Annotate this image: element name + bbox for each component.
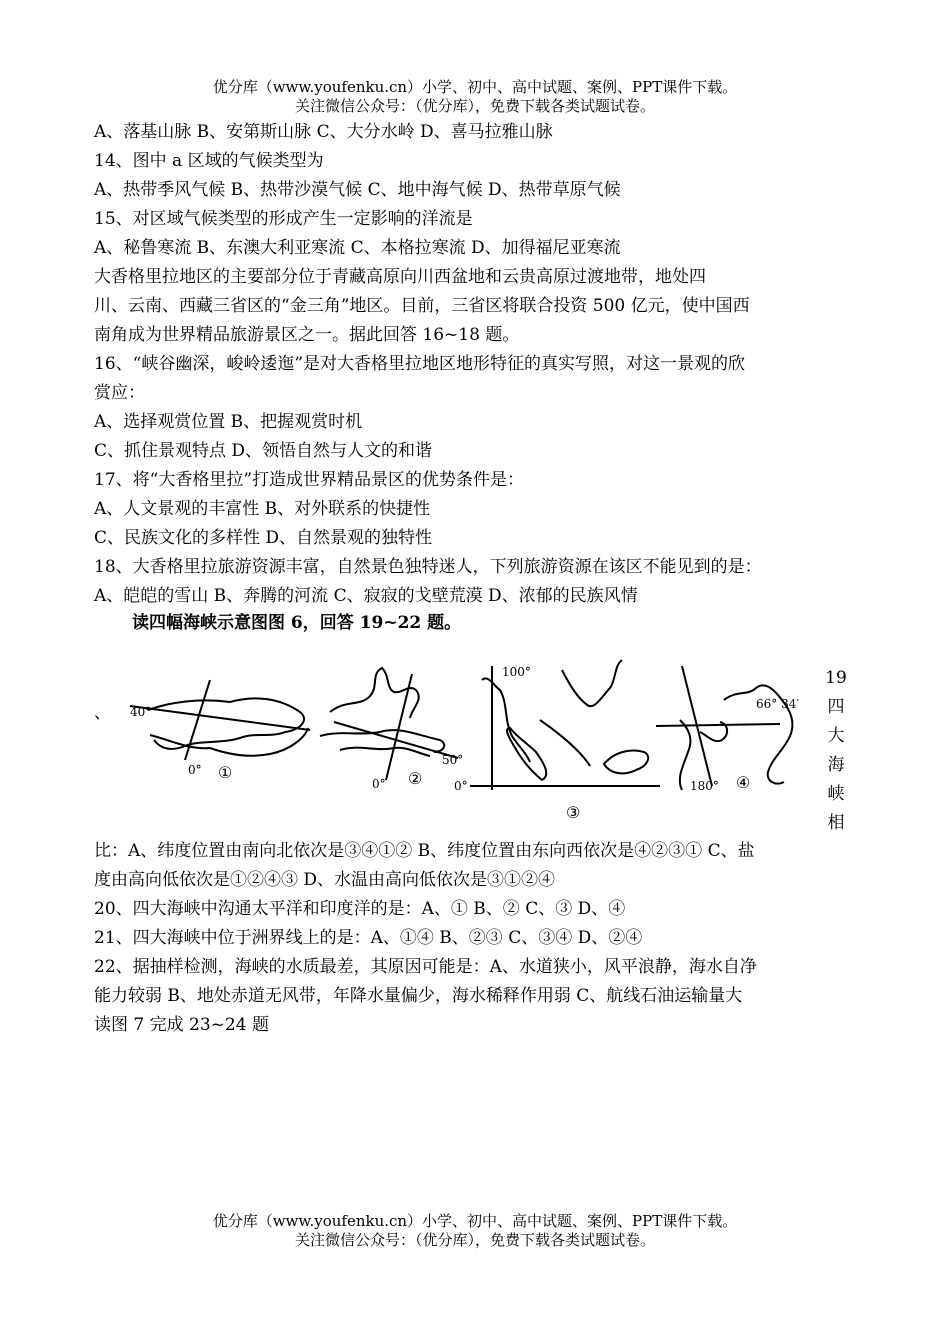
map2-number: ②: [408, 769, 423, 788]
passage-line: 大香格里拉地区的主要部分位于青藏高原向川西盆地和云贵高原过渡地带，地处四: [94, 267, 706, 287]
question-16: 16、“峡谷幽深，峻岭逶迤”是对大香格里拉地区地形特征的真实写照，对这一景观的欣: [94, 354, 746, 374]
header-line-1: 优分库（www.youfenku.cn）小学、初中、高中试题、案例、PPT课件下载。: [212, 78, 738, 96]
side-char: 海: [827, 755, 845, 775]
map1-lon-label: 0°: [188, 763, 202, 777]
side-char: 相: [827, 813, 845, 833]
question-17: 17、将“大香格里拉”打造成世界精品景区的优势条件是：: [94, 470, 525, 490]
strait-map-3: [470, 660, 660, 790]
map1-number: ①: [218, 763, 233, 782]
map2-lon-label: 0°: [372, 777, 386, 791]
question-19-options: 比：A、纬度位置由南向北依次是③④①② B、纬度位置由东向西依次是④②③① C、盐: [94, 841, 755, 861]
strait-maps-figure: [90, 640, 820, 830]
text-line: A、选择观赏位置 B、把握观赏时机: [94, 412, 363, 432]
text-line: A、秘鲁寒流 B、东澳大利亚寒流 C、本格拉寒流 D、加得福尼亚寒流: [94, 238, 621, 258]
strait-map-2: [320, 668, 458, 780]
map1-lat-label: 40°: [130, 705, 152, 719]
figure-intro: 读四幅海峡示意图图 6，回答 19~22 题。: [132, 613, 462, 633]
side-char: 峡: [827, 784, 845, 804]
map3-lon-label: 100°: [502, 665, 531, 679]
passage-line: 川、云南、西藏三省区的“金三角”地区。目前，三省区将联合投资 500 亿元，使中国西: [94, 296, 750, 316]
map3-number: ③: [566, 803, 581, 822]
side-text: [825, 664, 847, 838]
text-line: 度由高向低依次是①②④③ D、水温由高向低依次是③①②④: [94, 870, 556, 890]
text-line: A、热带季风气候 B、热带沙漠气候 C、地中海气候 D、热带草原气候: [94, 180, 621, 200]
text-line: A、人文景观的丰富性 B、对外联系的快捷性: [94, 499, 431, 519]
question-22: 22、据抽样检测，海峡的水质最差，其原因可能是：A、水道狭小，风平浪静，海水自净: [94, 957, 757, 977]
passage-line: 南角成为世界精品旅游景区之一。据此回答 16~18 题。: [94, 325, 520, 345]
footer-line-1: 优分库（www.youfenku.cn）小学、初中、高中试题、案例、PPT课件下载。: [212, 1212, 738, 1230]
question-18: 18、大香格里拉旅游资源丰富，自然景色独特迷人，下列旅游资源在该区不能见到的是：: [94, 557, 762, 577]
figure-left-mark: 、: [94, 703, 111, 723]
question-20: 20、四大海峡中沟通太平洋和印度洋的是：A、① B、② C、③ D、④: [94, 899, 626, 919]
strait-map-4: [656, 666, 792, 790]
map3-lat-label: 0°: [454, 779, 468, 793]
text-line: C、民族文化的多样性 D、自然景观的独特性: [94, 528, 433, 548]
map4-lat-label: 66° 34′: [756, 697, 800, 711]
side-char: 19: [825, 668, 847, 688]
text-line: C、抓住景观特点 D、领悟自然与人文的和谐: [94, 441, 433, 461]
side-char: 大: [827, 726, 845, 746]
text-line: A、落基山脉 B、安第斯山脉 C、大分水岭 D、喜马拉雅山脉: [94, 122, 553, 142]
question-14: 14、图中 a 区域的气候类型为: [94, 151, 324, 171]
map4-number: ④: [736, 773, 751, 792]
text-line: 赏应：: [94, 383, 145, 403]
text-line: 能力较弱 B、地处赤道无风带，年降水量偏少，海水稀释作用弱 C、航线石油运输量大: [94, 986, 743, 1006]
map2-lat-label: 50°: [442, 753, 464, 767]
footer-line-2: 关注微信公众号：（优分库），免费下载各类试题试卷。: [294, 1231, 655, 1249]
map4-lon-label: 180°: [690, 779, 719, 793]
question-15: 15、对区域气候类型的形成产生一定影响的洋流是: [94, 209, 473, 229]
text-line: A、皑皑的雪山 B、奔腾的河流 C、寂寂的戈壁荒漠 D、浓郁的民族风情: [94, 586, 638, 606]
question-21: 21、四大海峡中位于洲界线上的是：A、①④ B、②③ C、③④ D、②④: [94, 928, 643, 948]
side-char: 四: [827, 697, 845, 717]
strait-map-1: [130, 680, 310, 760]
figure-7-intro: 读图 7 完成 23~24 题: [94, 1015, 269, 1035]
header-line-2: 关注微信公众号：（优分库），免费下载各类试题试卷。: [294, 97, 655, 115]
